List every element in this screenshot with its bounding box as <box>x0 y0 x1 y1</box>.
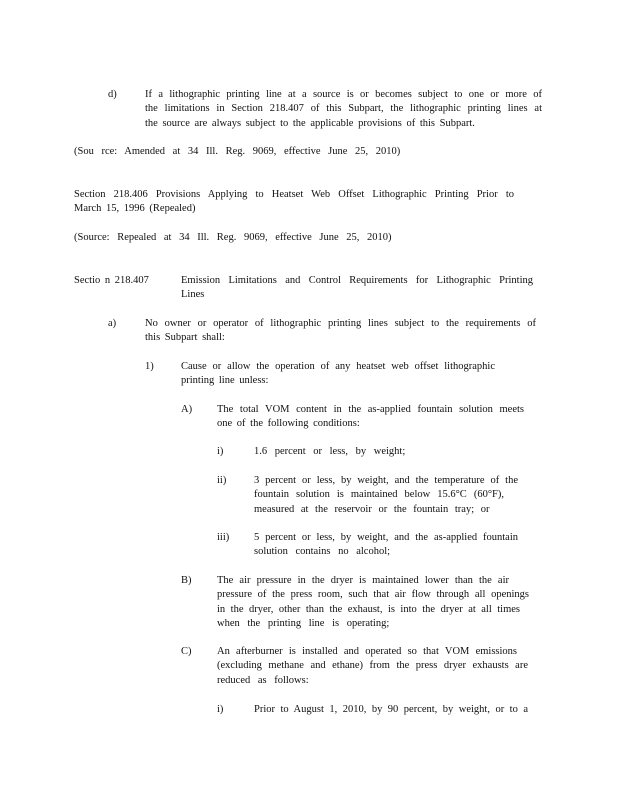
paragraph-marker-d: d) <box>108 89 117 100</box>
paragraph-marker-a: a) <box>108 318 117 329</box>
text-line: one of the following conditions: <box>217 418 360 430</box>
text-line: solution contains no alcohol; <box>254 546 391 558</box>
text-line: The air pressure in the dryer is maintained lower than the air <box>217 575 509 586</box>
text-line: An afterburner is installed and operated so that VOM emissions <box>217 646 517 657</box>
paragraph-A-ii-text <box>254 474 518 517</box>
text-line: measured at the reservoir or the fountain tray; or <box>254 503 490 515</box>
paragraph-d-text <box>145 88 542 131</box>
paragraph-marker-A-ii: ii) <box>217 475 227 486</box>
paragraph-marker-1: 1) <box>145 361 154 372</box>
paragraph-A-text <box>217 403 524 432</box>
text-line: March 15, 1996 (Repealed) <box>74 203 196 215</box>
paragraph-C-text <box>217 645 528 688</box>
text-line: (excluding methane and ethane) from the press dryer exhausts are <box>217 660 528 672</box>
paragraph-A-i-text: 1.6 percent or less, by weight; <box>254 446 406 457</box>
source-note-repealed: (Source: Repealed at 34 Ill. Reg. 9069, effective June 25, 2010) <box>74 232 392 243</box>
section-218-406-heading <box>74 188 514 217</box>
text-line: Cause or allow the operation of any heatset web offset lithographic <box>181 361 495 372</box>
text-line: when the printing line is operating; <box>217 618 390 630</box>
paragraph-marker-A: A) <box>181 404 193 415</box>
text-line: No owner or operator of lithographic printing lines subject to the requirements of <box>145 318 536 329</box>
source-note-amended: (Sou rce: Amended at 34 Ill. Reg. 9069, effective June 25, 2010) <box>74 146 401 157</box>
text-line: this Subpart shall: <box>145 332 225 344</box>
text-line: 5 percent or less, by weight, and the as-applied fountain <box>254 532 518 543</box>
text-line: 3 percent or less, by weight, and the temperature of the <box>254 475 518 486</box>
text-line: fountain solution is maintained below 15.6°C (60°F), <box>254 489 504 501</box>
paragraph-C-i-text <box>254 703 528 717</box>
paragraph-marker-C-i: i) <box>217 704 224 715</box>
section-218-407-number: Sectio n 218.407 <box>74 275 149 286</box>
paragraph-marker-A-i: i) <box>217 446 224 457</box>
paragraph-1-text <box>181 360 495 389</box>
text-line: Prior to August 1, 2010, by 90 percent, by weight, or to a <box>254 704 528 715</box>
paragraph-marker-A-iii: iii) <box>217 532 230 543</box>
paragraph-a-text <box>145 317 536 346</box>
text-line: Lines <box>181 289 205 301</box>
text-line: Emission Limitations and Control Requirements for Lithographic Printing <box>181 275 533 286</box>
text-line: If a lithographic printing line at a source is or becomes subject to one or more of <box>145 89 542 100</box>
paragraph-marker-B: B) <box>181 575 192 586</box>
text-line: The total VOM content in the as-applied fountain solution meets <box>217 404 524 415</box>
section-218-407-title <box>181 274 533 303</box>
text-line: pressure of the press room, such that air flow through all openings <box>217 589 529 601</box>
text-line: printing line unless: <box>181 375 269 387</box>
text-line: the limitations in Section 218.407 of this Subpart, the lithographic printing lines at <box>145 103 542 115</box>
paragraph-A-iii-text <box>254 531 518 560</box>
text-line: reduced as follows: <box>217 674 309 686</box>
paragraph-marker-C: C) <box>181 646 192 657</box>
text-line: the source are always subject to the applicable provisions of this Subpart. <box>145 117 475 129</box>
paragraph-B-text <box>217 574 529 632</box>
text-line: Section 218.406 Provisions Applying to Heatset Web Offset Lithographic Printing Prior to <box>74 189 514 200</box>
text-line: in the dryer, other than the exhaust, is into the dryer at all times <box>217 603 520 615</box>
